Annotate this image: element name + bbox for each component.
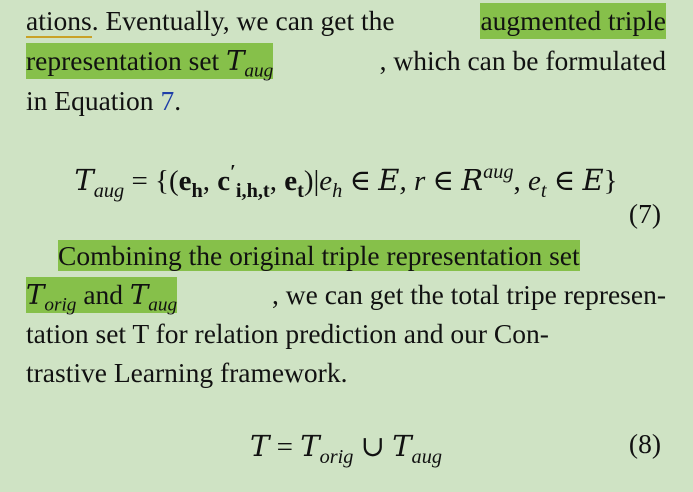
para2-line3: tation set T for relation prediction and our Con- (26, 318, 549, 349)
text: . Eventually, we can get the (91, 5, 395, 36)
math-symbol: T (26, 279, 45, 311)
math-subscript: t (297, 180, 304, 203)
math-symbol: T (129, 279, 149, 311)
math-operator: = {( (124, 165, 179, 197)
math-set: E (582, 163, 604, 197)
equation-7 (26, 160, 666, 201)
highlight[interactable] (26, 277, 178, 316)
equation-number-7: (7) (628, 198, 661, 229)
math-subscript: aug (93, 180, 125, 203)
math-subscript: i,h,t (235, 180, 270, 203)
math-vector: c (217, 165, 231, 197)
math-operator: )| (303, 165, 320, 197)
math-symbol: T (74, 163, 94, 197)
highlight[interactable] (26, 43, 274, 82)
math-variable: e (527, 165, 541, 197)
para1-line1-left (26, 3, 395, 39)
math-operator: , (202, 165, 218, 197)
math-operator: , (513, 165, 528, 197)
math-symbol: T (226, 45, 245, 77)
underlined-word[interactable]: ations (26, 5, 92, 36)
math-subscript: aug (411, 446, 442, 469)
text: . (174, 85, 182, 116)
math-prime: ′ (230, 160, 236, 183)
math-symbol: T (300, 429, 320, 463)
equation-8 (26, 426, 666, 467)
math-subscript: aug (244, 60, 274, 82)
math-vector: e (178, 165, 192, 197)
math-variable: e (319, 165, 333, 197)
math-subscript: orig (319, 446, 354, 469)
math-operator: ∈ (342, 165, 379, 197)
equation-link[interactable]: 7 (160, 85, 175, 116)
text: in Equation (26, 85, 161, 116)
math-set: E (378, 163, 400, 197)
math-set: R (461, 163, 484, 197)
math-subscript: aug (148, 294, 178, 316)
math-symbol: T (250, 429, 270, 463)
math-vector: e (284, 165, 298, 197)
math-operator: ∪ (353, 431, 393, 463)
para1-line2 (26, 43, 666, 82)
math-subscript: orig (44, 294, 77, 316)
math-superscript: aug (483, 160, 514, 183)
para1-line3 (26, 83, 666, 119)
para2-line4: trastive Learning framework. (26, 357, 348, 388)
math-subscript: h (191, 180, 203, 203)
math-operator: , (269, 165, 285, 197)
math-subscript: t (540, 180, 547, 203)
math-symbol: T (392, 429, 412, 463)
para2-line2 (26, 277, 666, 316)
math-operator: } (603, 165, 618, 197)
para2-line1 (58, 238, 666, 274)
text: and (76, 279, 130, 310)
equation-number-8: (8) (628, 428, 661, 459)
para1-line1 (26, 3, 666, 39)
math-operator: , r ∈ (399, 165, 462, 197)
math-subscript: h (332, 180, 343, 203)
text: , which can be formulated (379, 45, 666, 76)
highlight[interactable]: augmented triple (480, 3, 666, 39)
math-operator: = (269, 431, 301, 463)
text: representation set (26, 45, 227, 76)
math-operator: ∈ (546, 165, 583, 197)
text: , we can get the total tripe represen- (272, 279, 666, 310)
highlight[interactable]: Combining the original triple representation set (58, 240, 580, 271)
